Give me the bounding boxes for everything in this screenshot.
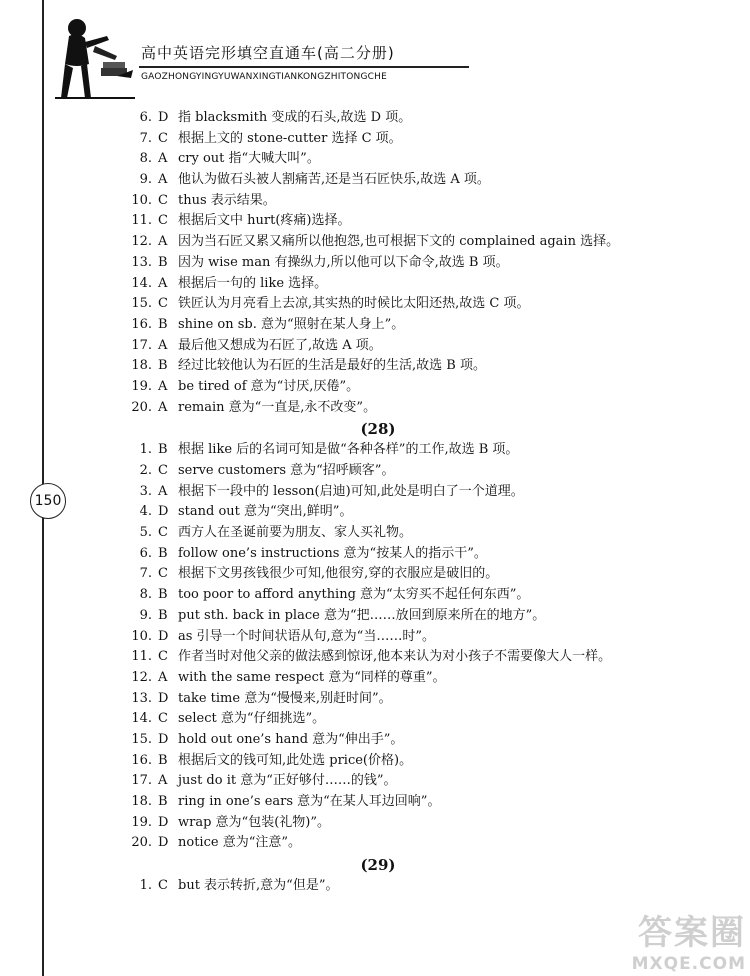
answer-item bbox=[118, 377, 698, 398]
answer-item bbox=[118, 647, 698, 668]
explanation-text: but 表示转折,意为“但是”。 bbox=[178, 878, 339, 894]
question-number: 10. bbox=[131, 192, 152, 208]
question-number: 9. bbox=[139, 172, 152, 188]
answer-letter: B bbox=[158, 587, 168, 603]
reader-figure-icon bbox=[55, 6, 135, 102]
answer-item bbox=[118, 356, 698, 377]
question-number: 14. bbox=[131, 711, 152, 727]
answer-letter: A bbox=[158, 399, 168, 415]
question-number: 10. bbox=[131, 628, 152, 644]
explanation-text: 指 blacksmith 变成的石头,故选 D 项。 bbox=[178, 110, 412, 125]
answer-letter: C bbox=[158, 711, 168, 727]
question-number: 19. bbox=[131, 814, 152, 830]
explanation-text: 根据后一句的 like 选择。 bbox=[178, 275, 328, 291]
answer-item bbox=[118, 751, 698, 772]
explanation-text: 因为 wise man 有操纵力,所以他可以下命令,故选 B 项。 bbox=[178, 254, 509, 270]
answer-item bbox=[118, 564, 698, 585]
answer-letter: C bbox=[158, 566, 168, 582]
question-number: 11. bbox=[131, 213, 152, 229]
question-number: 15. bbox=[131, 731, 152, 747]
answer-letter: B bbox=[158, 316, 168, 332]
answer-item bbox=[118, 709, 698, 730]
question-number: 6. bbox=[139, 110, 152, 125]
answer-item bbox=[118, 668, 698, 689]
explanation-text: 最后他又想成为石匠了,故选 A 项。 bbox=[178, 337, 382, 353]
explanation-text: select 意为“仔细挑选”。 bbox=[178, 711, 326, 727]
answer-letter: A bbox=[158, 773, 168, 789]
question-number: 8. bbox=[139, 151, 152, 167]
answer-letter: B bbox=[158, 254, 168, 270]
explanation-text: as 引导一个时间状语从句,意为“当……时”。 bbox=[178, 628, 435, 644]
answer-item bbox=[118, 606, 698, 627]
question-number: 8. bbox=[139, 587, 152, 603]
explanation-text: just do it 意为“正好够付……的钱”。 bbox=[178, 773, 397, 789]
question-number: 13. bbox=[131, 690, 152, 706]
explanation-text: 根据上文的 stone-cutter 选择 C 项。 bbox=[178, 130, 402, 146]
explanation-text: 西方人在圣诞前要为朋友、家人买礼物。 bbox=[178, 525, 413, 541]
question-number: 2. bbox=[139, 463, 152, 478]
question-number: 14. bbox=[131, 275, 152, 291]
explanation-text: follow one’s instructions 意为“按某人的指示干”。 bbox=[178, 545, 487, 561]
explanation-text: hold out one’s hand 意为“伸出手”。 bbox=[178, 731, 404, 747]
question-number: 11. bbox=[131, 649, 152, 665]
question-number: 1. bbox=[139, 442, 152, 458]
question-number: 16. bbox=[131, 316, 152, 332]
question-number: 18. bbox=[131, 794, 152, 809]
answer-item bbox=[118, 398, 698, 419]
answer-letter: C bbox=[158, 296, 168, 312]
answer-item bbox=[118, 211, 698, 232]
answer-letter: C bbox=[158, 878, 168, 894]
explanation-text: 根据后文的钱可知,此处选 price(价格)。 bbox=[178, 752, 413, 768]
explanation-text: 作者当时对他父亲的做法感到惊讶,他本来认为对小孩子不需要像大人一样。 bbox=[178, 649, 612, 665]
answer-letter: B bbox=[158, 794, 168, 809]
book-title: 高中英语完形填空直通车(高二分册) bbox=[141, 44, 395, 62]
answer-item bbox=[118, 149, 698, 170]
answer-item bbox=[118, 482, 698, 503]
question-number: 5. bbox=[139, 525, 152, 541]
explanation-text: 因为当石匠又累又痛所以他抱怨,也可根据下文的 complained again 选择。 bbox=[178, 234, 620, 250]
answer-letter: B bbox=[158, 607, 168, 623]
answer-letter: D bbox=[158, 628, 169, 644]
question-number: 12. bbox=[131, 669, 152, 685]
answer-item bbox=[118, 502, 698, 523]
explanation-text: with the same respect 意为“同样的尊重”。 bbox=[178, 669, 446, 685]
question-number: 16. bbox=[131, 752, 152, 768]
explanation-text: serve customers 意为“招呼顾客”。 bbox=[178, 463, 395, 478]
answer-item bbox=[118, 336, 698, 357]
section-heading: (29) bbox=[360, 856, 396, 875]
question-number: 7. bbox=[139, 130, 152, 146]
explanation-text: 根据 like 后的名词可知是做“各种各样”的工作,故选 B 项。 bbox=[178, 442, 519, 458]
explanation-text: 根据下文男孩钱很少可知,他很穷,穿的衣服应是破旧的。 bbox=[178, 566, 499, 582]
answer-item bbox=[118, 170, 698, 191]
explanation-text: put sth. back in place 意为“把……放回到原来所在的地方”。 bbox=[178, 607, 546, 623]
answer-item bbox=[118, 294, 698, 315]
explanation-text: thus 表示结果。 bbox=[178, 192, 276, 208]
book-header bbox=[55, 6, 695, 104]
answer-item bbox=[118, 461, 698, 482]
explanation-text: 根据后文中 hurt(疼痛)选择。 bbox=[178, 213, 351, 229]
answer-letter: A bbox=[158, 483, 168, 499]
question-number: 13. bbox=[131, 254, 152, 270]
answer-item bbox=[118, 833, 698, 854]
answer-item bbox=[118, 253, 698, 274]
question-number: 17. bbox=[131, 337, 152, 353]
question-number: 20. bbox=[131, 835, 152, 851]
answer-item bbox=[118, 523, 698, 544]
explanation-text: wrap 意为“包装(礼物)”。 bbox=[178, 814, 330, 830]
explanation-text: remain 意为“一直是,永不改变”。 bbox=[178, 399, 377, 415]
explanation-text: 他认为做石头被人割痛苦,还是当石匠快乐,故选 A 项。 bbox=[178, 172, 490, 188]
answer-item bbox=[118, 440, 698, 461]
explanation-text: ring in one’s ears 意为“在某人耳边回响”。 bbox=[178, 794, 441, 809]
answer-item bbox=[118, 274, 698, 295]
question-number: 12. bbox=[131, 234, 152, 250]
answer-letter: D bbox=[158, 835, 169, 851]
answer-item bbox=[118, 730, 698, 751]
answer-letter: D bbox=[158, 731, 169, 747]
answer-letter: C bbox=[158, 213, 168, 229]
explanation-text: notice 意为“注意”。 bbox=[178, 835, 301, 851]
watermark bbox=[632, 905, 746, 974]
answer-letter: B bbox=[158, 545, 168, 561]
watermark-url: MXQE.COM bbox=[631, 954, 746, 974]
explanation-text: stand out 意为“突出,鲜明”。 bbox=[178, 504, 353, 520]
answer-letter: C bbox=[158, 192, 168, 208]
watermark-logo-text: 答案圈 bbox=[638, 913, 746, 953]
answer-letter: A bbox=[158, 151, 168, 167]
answer-letter: A bbox=[158, 234, 168, 250]
explanation-text: cry out 指“大喊大叫”。 bbox=[178, 151, 320, 167]
answer-letter: B bbox=[158, 752, 168, 768]
answer-letter: D bbox=[158, 110, 169, 125]
explanation-text: 根据下一段中的 lesson(启迪)可知,此处是明白了一个道理。 bbox=[178, 483, 524, 499]
question-number: 19. bbox=[131, 378, 152, 394]
question-number: 17. bbox=[131, 773, 152, 789]
page-number: 150 bbox=[30, 483, 66, 519]
answer-item bbox=[118, 876, 698, 897]
explanation-text: take time 意为“慢慢来,别赶时间”。 bbox=[178, 690, 392, 706]
question-number: 15. bbox=[131, 296, 152, 312]
explanation-text: 铁匠认为月亮看上去凉,其实热的时候比太阳还热,故选 C 项。 bbox=[178, 296, 530, 312]
question-number: 18. bbox=[131, 358, 152, 374]
question-number: 9. bbox=[139, 607, 152, 623]
answer-item bbox=[118, 232, 698, 253]
explanation-text: be tired of 意为“讨厌,厌倦”。 bbox=[178, 378, 360, 394]
answer-item bbox=[118, 771, 698, 792]
answer-item bbox=[118, 689, 698, 710]
answer-letter: C bbox=[158, 130, 168, 146]
explanation-text: 经过比较他认为石匠的生活是最好的生活,故选 B 项。 bbox=[178, 358, 486, 374]
question-number: 7. bbox=[139, 566, 152, 582]
answer-letter: A bbox=[158, 337, 168, 353]
answer-letter: C bbox=[158, 525, 168, 541]
answer-letter: D bbox=[158, 814, 169, 830]
answer-letter: C bbox=[158, 649, 168, 665]
answer-letter: D bbox=[158, 690, 169, 706]
question-number: 6. bbox=[139, 545, 152, 561]
answer-letter: A bbox=[158, 275, 168, 291]
answer-letter: A bbox=[158, 172, 168, 188]
title-underline bbox=[139, 66, 469, 68]
question-number: 1. bbox=[139, 878, 152, 894]
question-number: 4. bbox=[139, 504, 152, 520]
question-number: 20. bbox=[131, 399, 152, 415]
answer-item bbox=[118, 792, 698, 813]
answer-item bbox=[118, 627, 698, 648]
answer-item bbox=[118, 813, 698, 834]
answer-letter: B bbox=[158, 358, 168, 374]
answer-item bbox=[118, 129, 698, 150]
book-title-pinyin: GAOZHONGYINGYUWANXINGTIANKONGZHITONGCHE bbox=[141, 72, 387, 82]
answer-item bbox=[118, 191, 698, 212]
section-heading: (28) bbox=[360, 420, 396, 439]
answer-letter: C bbox=[158, 463, 168, 478]
answer-item bbox=[118, 585, 698, 606]
answer-letter: D bbox=[158, 504, 169, 520]
explanation-text: shine on sb. 意为“照射在某人身上”。 bbox=[178, 316, 405, 332]
answer-letter: B bbox=[158, 442, 168, 458]
answer-letter: A bbox=[158, 669, 168, 685]
answer-item bbox=[118, 544, 698, 565]
answer-item bbox=[118, 315, 698, 336]
answer-content bbox=[118, 108, 698, 897]
explanation-text: too poor to afford anything 意为“太穷买不起任何东西”。 bbox=[178, 587, 530, 603]
question-number: 3. bbox=[139, 483, 152, 499]
answer-item bbox=[118, 108, 698, 129]
answer-letter: A bbox=[158, 378, 168, 394]
